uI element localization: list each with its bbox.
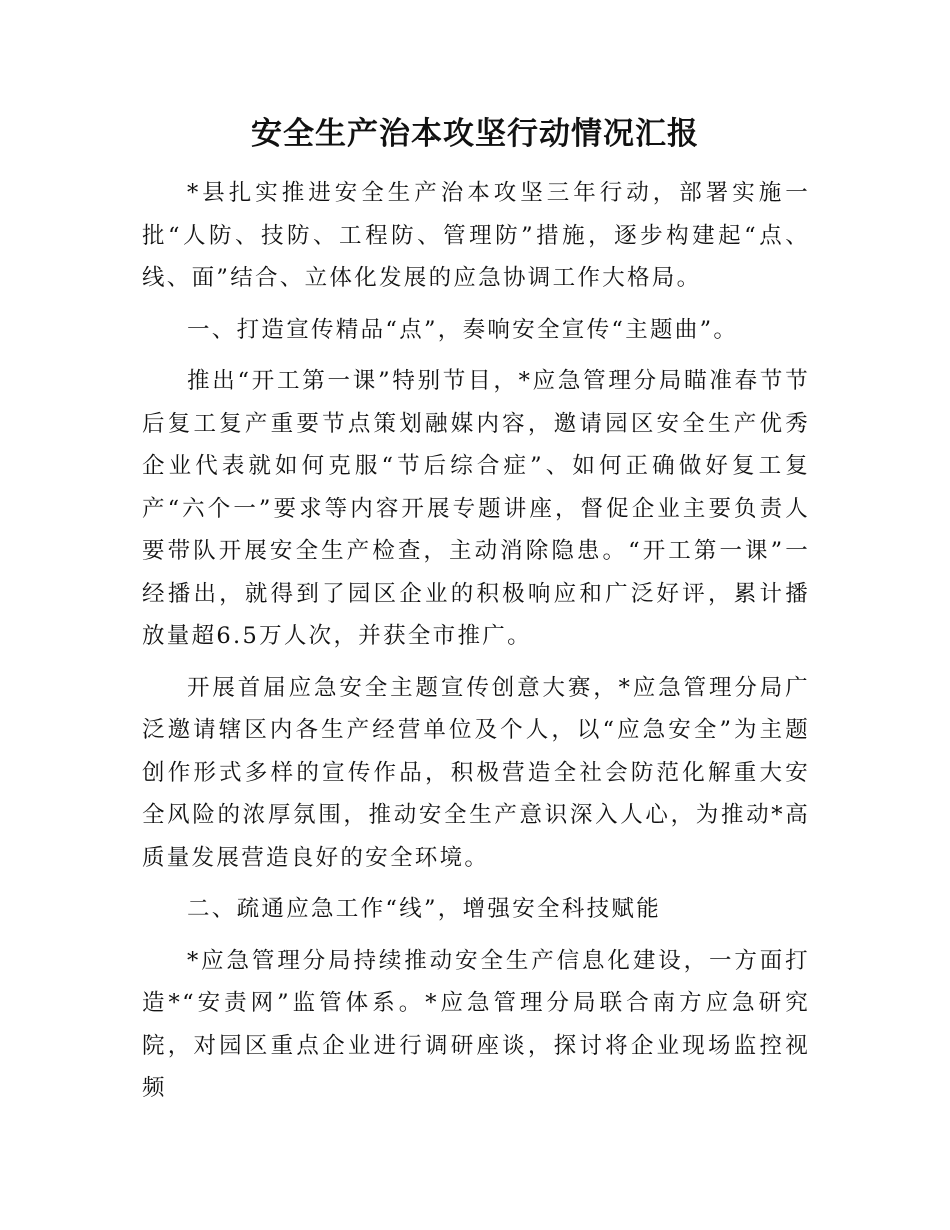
body-paragraph-3: *应急管理分局持续推动安全生产信息化建设，一方面打造*“安责网”监管体系。*应急管理分局联合南方应急研究院，对园区重点企业进行调研座谈，探讨将企业现场监控视频: [142, 947, 810, 1101]
section-heading-1: 一、打造宣传精品“点”，奏响安全宣传“主题曲”。: [187, 316, 739, 343]
document-body: [142, 172, 810, 1119]
intro-paragraph: *县扎实推进安全生产治本攻坚三年行动，部署实施一批“人防、技防、工程防、管理防”措施，逐步构建起“点、线、面”结合、立体化发展的应急协调工作大格局。: [142, 180, 810, 291]
body-paragraph-2: 开展首届应急安全主题宣传创意大赛，*应急管理分局广泛邀请辖区内各生产经营单位及个人，以“应急安全”为主题创作形式多样的宣传作品，积极营造全社会防范化解重大安全风险的浓厚氛围，推动安全生产意识深入人心，为推动*高质量发展营造良好的安全环境。: [142, 674, 810, 871]
section-heading-2: 二、疏通应急工作“线”，增强安全科技赋能: [187, 896, 662, 922]
body-paragraph-1: 推出“开工第一课”特别节目，*应急管理分局瞄准春节节后复工复产重要节点策划融媒内容，邀请园区安全生产优秀企业代表就如何克服“节后综合症”、如何正确做好复工复产“六个一”要求等内容开展专题讲座，督促企业主要负责人要带队开展安全生产检查，主动消除隐患。“开工第一课”一经播出，就得到了园区企业的积极响应和广泛好评，累计播放量超6.5万人次，并获全市推广。: [142, 368, 810, 649]
document-title: 安全生产治本攻坚行动情况汇报: [251, 116, 699, 152]
